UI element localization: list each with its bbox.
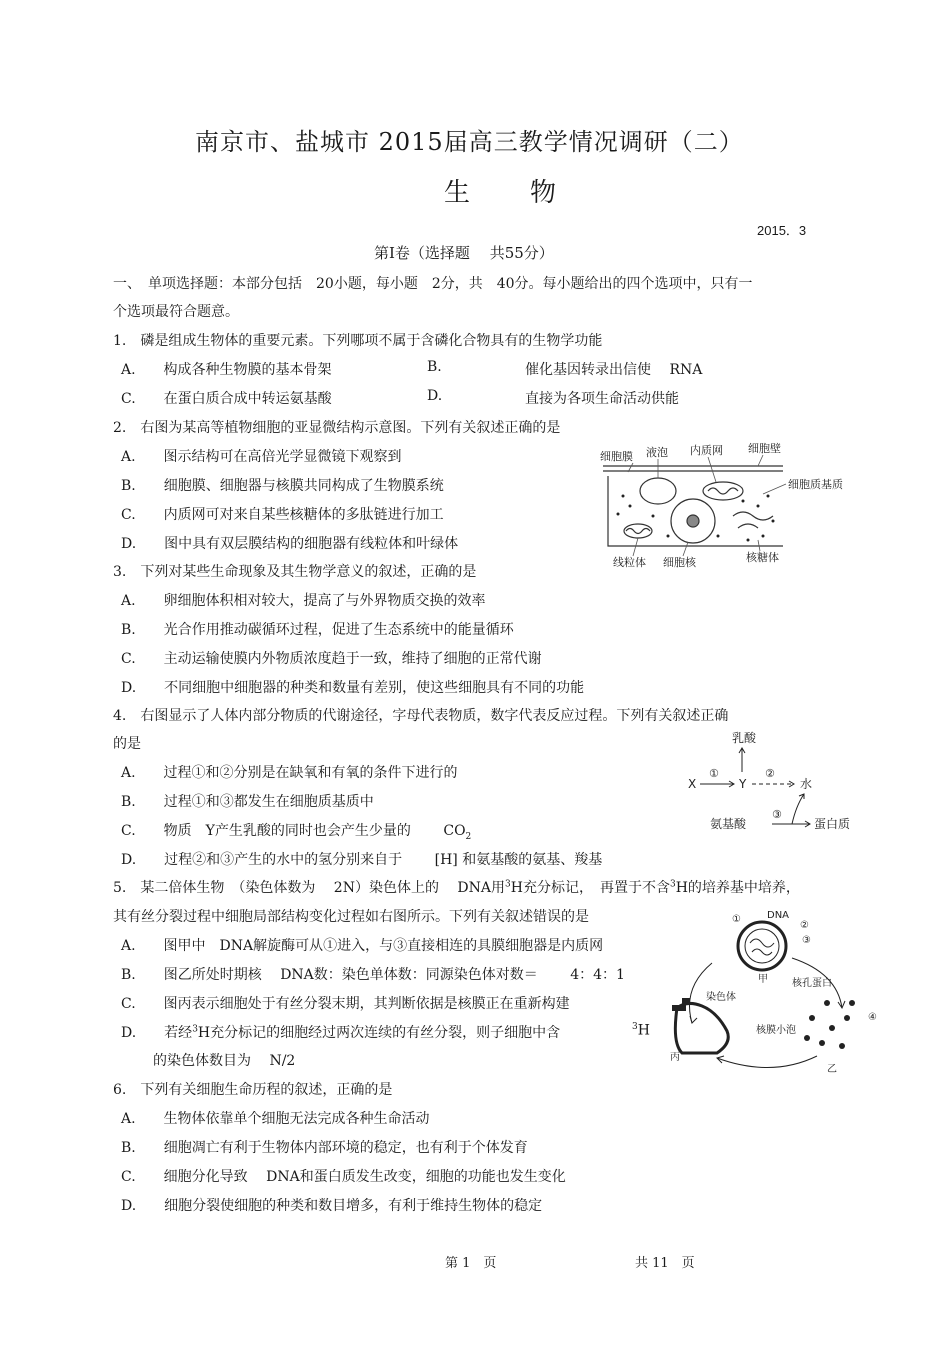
mitochondria-shape-1 — [703, 482, 743, 500]
q5-option-b: B. 图乙所处时期核 DNA数：染色单体数：同源染色体对数＝ 4：4：1 — [121, 967, 625, 983]
q4-option-c: C. 物质 Y产生乳酸的同时也会产生少量的 $CO_2$ — [121, 823, 472, 842]
label-yi: 乙 — [827, 1064, 837, 1075]
label-n2: ② — [800, 920, 809, 931]
label-dna: DNA — [767, 910, 790, 921]
vacuole-shape — [640, 478, 676, 504]
q5-option-d-continued: $^3$H — [632, 1022, 650, 1039]
label-bing: 丙 — [670, 1052, 680, 1063]
page-number: 第 1 页 — [445, 1256, 497, 1271]
label-lactic-acid: 乳酸 — [732, 731, 757, 745]
q6-option-c: C. 细胞分化导致 DNA和蛋白质发生改变，细胞的功能也发生变化 — [121, 1169, 566, 1185]
label-cell-membrane: 细胞膜 — [600, 450, 633, 463]
label-er: 内质网 — [690, 444, 723, 457]
q6-option-b: B. 细胞凋亡有利于生物体内部环境的稳定，也有利于个体发育 — [121, 1140, 528, 1156]
q2-option-a: A. 图示结构可在高倍光学显微镜下观察到 — [121, 449, 402, 465]
q5-option-d-line-2: 的染色体数目为 N/2 — [153, 1053, 296, 1069]
q2-option-d: D. 图中具有双层膜结构的细胞器有线粒体和叶绿体 — [121, 536, 459, 552]
q4-option-a: A. 过程①和②分别是在缺氧和有氧的条件下进行的 — [121, 765, 458, 781]
q1-option-d-letter: D. — [427, 388, 443, 404]
label-process-3: ③ — [772, 808, 782, 821]
plant-cell-figure — [598, 436, 863, 576]
q1-option-a: A. 构成各种生物膜的基本骨架 — [121, 362, 332, 378]
instruction-line-2: 个选项最符合题意。 — [113, 304, 239, 320]
label-amino-acid: 氨基酸 — [710, 817, 747, 831]
total-pages: 共 11 页 — [635, 1256, 695, 1271]
subject-char-2: 物 — [530, 178, 559, 208]
q3-option-d: D. 不同细胞中细胞器的种类和数量有差别，使这些细胞具有不同的功能 — [121, 680, 585, 696]
label-y: Y — [739, 777, 747, 791]
q5-stem-line-2: 其有丝分裂过程中细胞局部结构变化过程如右图所示。下列有关叙述错误的是 — [113, 909, 589, 925]
label-mitochondria: 线粒体 — [613, 556, 646, 569]
q4-stem-line-1: 4. 右图显示了人体内部分物质的代谢途径，字母代表物质，数字代表反应过程。下列有关叙述正确 — [113, 708, 729, 724]
exam-date: 2015．3 — [757, 223, 807, 238]
q5-option-c: C. 图丙表示细胞处于有丝分裂末期，其判断依据是核膜正在重新构建 — [121, 996, 570, 1012]
q6-option-a: A. 生物体依靠单个细胞无法完成各种生命活动 — [121, 1111, 430, 1127]
label-vacuole: 液泡 — [646, 446, 668, 459]
q4-stem-line-2: 的是 — [113, 736, 141, 752]
q1-option-b-letter: B. — [427, 359, 442, 375]
subject-char-1: 生 — [444, 178, 473, 208]
label-cell-wall: 细胞壁 — [748, 442, 781, 455]
label-cytoplasm-matrix: 细胞质基质 — [788, 478, 843, 491]
mitochondria-shape-2 — [624, 524, 652, 538]
label-water: 水 — [800, 777, 813, 791]
q2-option-c: C. 内质网可对来自某些核糖体的多肽链进行加工 — [121, 507, 444, 523]
q1-option-c: C. 在蛋白质合成中转运氨基酸 — [121, 391, 332, 407]
label-n3: ③ — [802, 935, 811, 946]
q6-stem: 6. 下列有关细胞生命历程的叙述，正确的是 — [113, 1082, 393, 1098]
q4-option-b: B. 过程①和③都发生在细胞质基质中 — [121, 794, 374, 810]
label-process-1: ① — [709, 767, 719, 780]
q3-stem: 3. 下列对某些生命现象及其生物学意义的叙述，正确的是 — [113, 564, 477, 580]
label-process-2: ② — [765, 767, 775, 780]
q4-option-d: D. 过程②和③产生的水中的氢分别来自于 [H] 和氨基酸的氨基、羧基 — [121, 852, 603, 868]
q3-option-b: B. 光合作用推动碳循环过程，促进了生态系统中的能量循环 — [121, 622, 514, 638]
label-n4: ④ — [868, 1012, 877, 1023]
q5-stem-line-1: 5. 某二倍体生物 （染色体数为 2N）染色体上的 DNA用$^3$H充分标记， 再置于不含$^3$H的培养基中培养， — [113, 879, 800, 896]
q2-stem: 2. 右图为某高等植物细胞的亚显微结构示意图。下列有关叙述正确的是 — [113, 420, 561, 436]
q3-option-a: A. 卵细胞体积相对较大，提高了与外界物质交换的效率 — [121, 593, 486, 609]
label-ribosome: 核糖体 — [746, 551, 779, 564]
label-chromosome: 染色体 — [706, 992, 736, 1003]
label-n1: ① — [732, 914, 741, 925]
label-nucleus: 细胞核 — [663, 556, 696, 569]
label-x: X — [688, 777, 697, 791]
q3-option-c: C. 主动运输使膜内外物质浓度趋于一致，维持了细胞的正常代谢 — [121, 651, 542, 667]
q5-option-a: A. 图甲中 DNA解旋酶可从①进入，与③直接相连的具膜细胞器是内质网 — [121, 938, 604, 954]
label-pore-protein: 核孔蛋白 — [792, 978, 832, 989]
q1-option-b: 催化基因转录出信使 RNA — [525, 362, 703, 378]
q1-option-d: 直接为各项生命活动供能 — [525, 391, 679, 407]
q2-option-b: B. 细胞膜、细胞器与核膜共同构成了生物膜系统 — [121, 478, 444, 494]
label-jia: 甲 — [758, 974, 768, 985]
instruction-line-1: 一、 单项选择题：本部分包括 20小题，每小题 2分，共 40分。每小题给出的四个选项中，只有一 — [113, 276, 753, 292]
mitosis-figure — [652, 908, 884, 1076]
metabolism-figure — [682, 722, 862, 837]
section-heading: 第Ⅰ卷（选择题 共55分） — [374, 244, 554, 262]
label-vesicle: 核膜小泡 — [756, 1025, 796, 1036]
page-title: 南京市、盐城市 2015届高三教学情况调研（二） — [195, 128, 744, 156]
q5-option-d: D. 若经$^3$H充分标记的细胞经过两次连续的有丝分裂，则子细胞中含 — [121, 1024, 561, 1041]
q6-option-d: D. 细胞分裂使细胞的种类和数目增多，有利于维持生物体的稳定 — [121, 1198, 543, 1214]
label-protein: 蛋白质 — [814, 817, 851, 831]
q1-stem: 1. 磷是组成生物体的重要元素。下列哪项不属于含磷化合物具有的生物学功能 — [113, 333, 603, 349]
